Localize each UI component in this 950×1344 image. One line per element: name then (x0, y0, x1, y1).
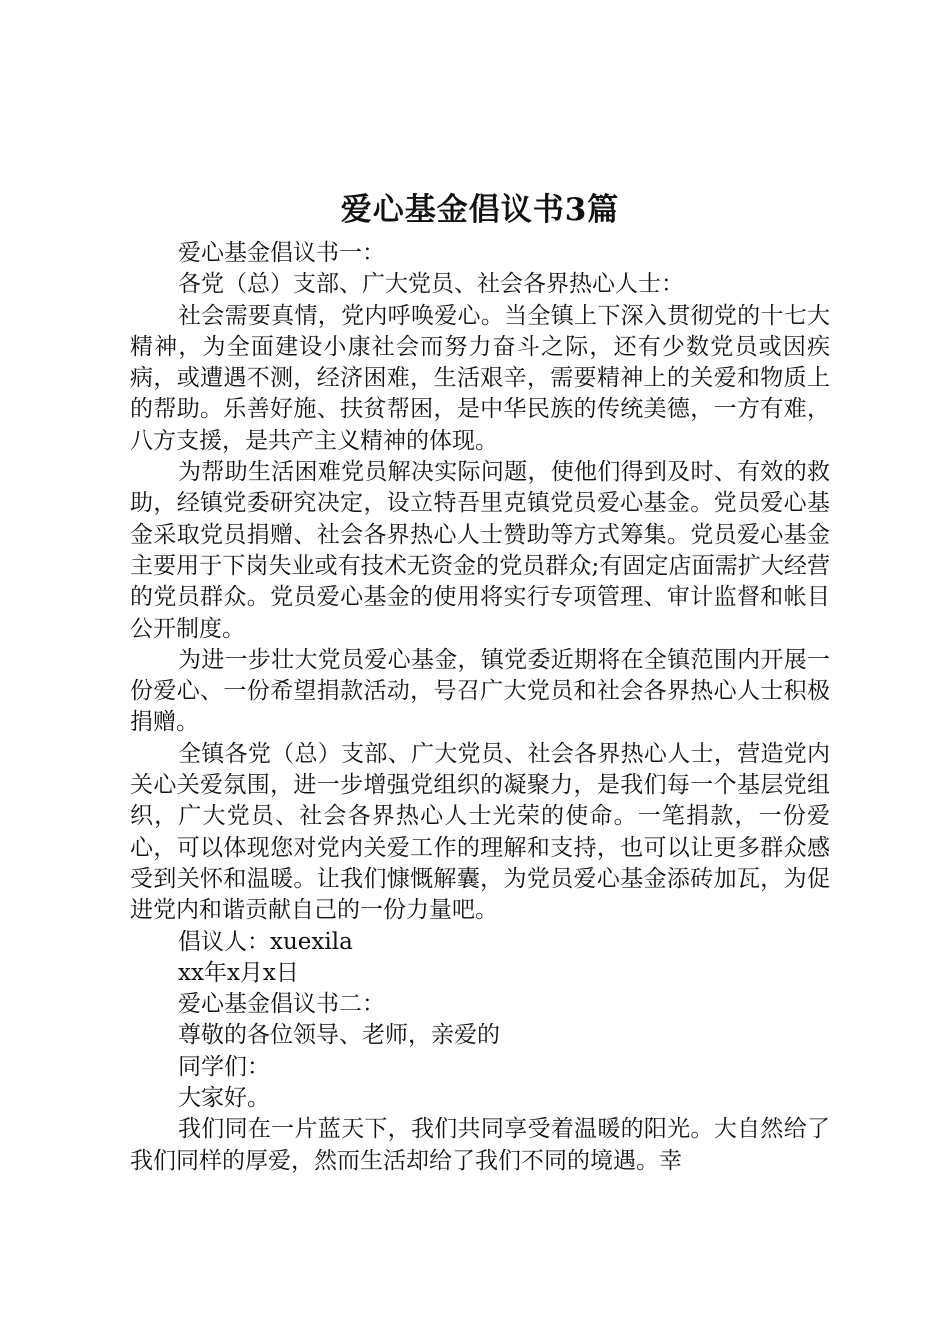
body-paragraph: 社会需要真情，党内呼唤爱心。当全镇上下深入贯彻党的十七大精神，为全面建设小康社会而努力奋斗之际，还有少数党员或因疾病，或遭遇不测，经济困难，生活艰辛，需要精神上的关爱和物质上的帮助。乐善好施、扶贫帮困，是中华民族的传统美德，一方有难，八方支援，是共产主义精神的体现。 (130, 302, 830, 454)
greeting: 大家好。 (178, 1085, 270, 1112)
document-page (130, 188, 830, 1177)
signatory-line: 倡议人：xuexila (178, 928, 353, 955)
body-paragraph: 我们同在一片蓝天下，我们共同享受着温暖的阳光。大自然给了我们同样的厚爱，然而生活却给了我们不同的境遇。幸 (130, 1116, 830, 1174)
date-line: xx年x月x日 (178, 959, 299, 986)
body-paragraph: 为进一步壮大党员爱心基金，镇党委近期将在全镇范围内开展一份爱心、一份希望捐款活动，号召广大党员和社会各界热心人士积极捐赠。 (130, 646, 830, 736)
section-heading-1: 爱心基金倡议书一： (178, 240, 385, 266)
salutation-continued: 同学们： (178, 1053, 270, 1080)
body-paragraph: 为帮助生活困难党员解决实际问题，使他们得到及时、有效的救助，经镇党委研究决定，设立特吾里克镇党员爱心基金。党员爱心基金采取党员捐赠、社会各界热心人士赞助等方式筹集。党员爱心基金主要用于下岗失业或有技术无资金的党员群众;有固定店面需扩大经营的党员群众。党员爱心基金的使用将实行专项管理、审计监督和帐目公开制度。 (130, 459, 830, 642)
salutation: 尊敬的各位领导、老师，亲爱的 (178, 1022, 500, 1049)
document-title: 爱心基金倡议书3篇 (340, 192, 620, 228)
body-paragraph: 全镇各党（总）支部、广大党员、社会各界热心人士，营造党内关心关爱氛围，进一步增强党组织的凝聚力，是我们每一个基层党组织，广大党员、社会各界热心人士光荣的使命。一笔捐款，一份爱心，可以体现您对党内关爱工作的理解和支持，也可以让更多群众感受到关怀和温暖。让我们慷慨解囊，为党员爱心基金添砖加瓦，为促进党内和谐贡献自己的一份力量吧。 (130, 740, 830, 924)
salutation: 各党（总）支部、广大党员、社会各界热心人士： (178, 271, 684, 298)
section-heading-2: 爱心基金倡议书二： (178, 991, 385, 1018)
